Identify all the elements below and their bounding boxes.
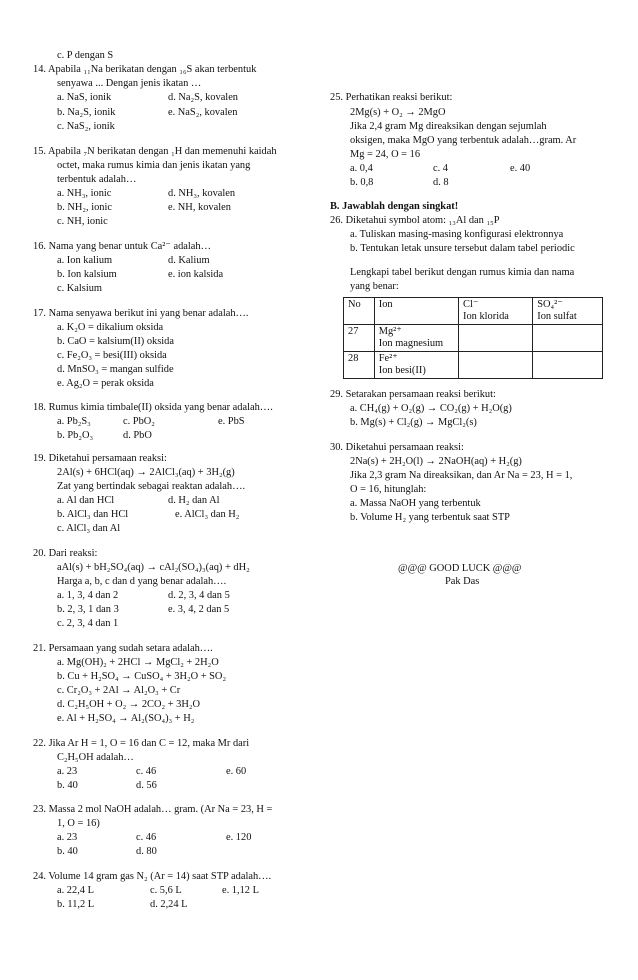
left-text-line: e. Al + H₂SO₄ → Al₂(SO₄)₃ + H₂ (57, 713, 195, 724)
left-text-line: d. PbO (123, 430, 152, 441)
left-text-line: octet, maka rumus kimia dan jenis ikatan yang (57, 160, 251, 171)
left-text-line: a. 1, 3, 4 dan 2 (57, 590, 119, 601)
left-text-line: a. Mg(OH)₂ + 2HCl → MgCl₂ + 2H₂O (57, 657, 219, 668)
table-cell: SO₄²⁻ Ion sulfat (533, 298, 603, 325)
left-text-line: a. 23 (57, 766, 78, 777)
left-text-line: e. AlCl₃ dan H₂ (175, 509, 240, 520)
left-text-line: d. NH₃, kovalen (168, 188, 236, 199)
left-text-line: b. CaO = kalsium(II) oksida (57, 336, 174, 347)
right-text-line: 30. Diketahui persamaan reaksi: (330, 442, 464, 453)
left-text-line: aAl(s) + bH₂SO₄(aq) → cAl₂(SO₄)₃(aq) + dH₂ (57, 562, 250, 573)
left-text-line: e. ion kalsida (168, 269, 224, 280)
left-text-line: a. Pb₂S₃ (57, 416, 91, 427)
right-text-line: B. Jawablah dengan singkat! (330, 201, 459, 212)
table-row (344, 325, 603, 352)
left-text-line: 20. Dari reaksi: (33, 548, 98, 559)
left-text-line: b. Pb₂O₃ (57, 430, 94, 441)
left-text-line: b. 2, 3, 1 dan 3 (57, 604, 119, 615)
left-text-line: C₂H₅OH adalah… (57, 752, 134, 763)
left-text-line: d. C₂H₅OH + O₂ → 2CO₂ + 3H₂O (57, 699, 200, 710)
left-text-line: d. 56 (136, 780, 157, 791)
left-text-line: c. AlCl₃ dan Al (57, 523, 121, 534)
left-text-line: c. NaS₂, ionik (57, 121, 115, 132)
left-text-line: b. Ion kalsium (57, 269, 117, 280)
left-text-line: c. 2, 3, 4 dan 1 (57, 618, 119, 629)
left-text-line: terbentuk adalah… (57, 174, 137, 185)
right-text-line: b. Volume H₂ yang terbentuk saat STP (350, 512, 510, 523)
left-text-line: a. Ion kalium (57, 255, 113, 266)
right-text-line: 26. Diketahui symbol atom: ₁₃Al dan ₁₅P (330, 215, 500, 226)
left-text-line: d. Kalium (168, 255, 210, 266)
left-text-line: 14. Apabila ₁₁Na berikatan dengan ₁₆S akan terbentuk (33, 64, 257, 75)
left-text-line: 21. Persamaan yang sudah setara adalah…. (33, 643, 213, 654)
right-text-line: b. Mg(s) + Cl₂(g) → MgCl₂(s) (350, 417, 477, 428)
right-text-line: b. Tentukan letak unsure tersebut dalam tabel periodic (350, 243, 575, 254)
left-text-line: c. PbO₂ (123, 416, 155, 427)
right-text-line: 2Mg(s) + O₂ → 2MgO (350, 107, 446, 118)
table-cell (533, 352, 603, 379)
right-text-line: Mg = 24, O = 16 (350, 149, 421, 160)
left-text-line: 23. Massa 2 mol NaOH adalah… gram. (Ar Na = 23, H = (33, 804, 273, 815)
left-text-line: c. P dengan S (57, 50, 114, 61)
left-text-line: c. Fe₂O₃ = besi(III) oksida (57, 350, 167, 361)
left-text-line: c. 46 (136, 832, 157, 843)
table-cell: 27 (344, 325, 375, 352)
left-text-line: e. NH, kovalen (168, 202, 231, 213)
right-text-line: @@@ GOOD LUCK @@@ (398, 563, 522, 574)
left-text-line: a. NaS, ionik (57, 92, 112, 103)
right-text-line: e. 40 (510, 163, 531, 174)
left-text-line: 24. Volume 14 gram gas N₂ (Ar = 14) saat STP adalah…. (33, 871, 272, 882)
left-text-line: e. 1,12 L (222, 885, 259, 896)
table-cell: Fe²⁺ Ion besi(II) (374, 352, 458, 379)
left-text-line: c. 5,6 L (150, 885, 182, 896)
left-text-line: a. K₂O = dikalium oksida (57, 322, 164, 333)
table-header-row (344, 298, 603, 325)
right-text-line: yang benar: (350, 281, 399, 292)
right-text-line: oksigen, maka MgO yang terbentuk adalah…gram. Ar (350, 135, 577, 146)
left-text-line: a. 22,4 L (57, 885, 94, 896)
right-text-line: c. 4 (433, 163, 449, 174)
table-cell (533, 325, 603, 352)
left-text-line: a. 23 (57, 832, 78, 843)
left-text-line: b. Cu + H₂SO₄ → CuSO₄ + 3H₂O + SO₂ (57, 671, 227, 682)
left-text-line: d. MnSO₃ = mangan sulfide (57, 364, 174, 375)
left-text-line: Zat yang bertindak sebagai reaktan adalah…. (57, 481, 246, 492)
left-text-line: 1, O = 16) (57, 818, 100, 829)
left-text-line: 16. Nama yang benar untuk Ca²⁻ adalah… (33, 241, 211, 252)
left-text-line: d. H₂ dan Al (168, 495, 220, 506)
left-text-line: b. 11,2 L (57, 899, 95, 910)
right-text-line: Lengkapi tabel berikut dengan rumus kimia dan nama (350, 267, 575, 278)
left-text-line: e. Ag₂O = perak oksida (57, 378, 154, 389)
ion-table (343, 297, 603, 379)
left-text-line: c. 46 (136, 766, 157, 777)
left-text-line: senyawa ... Dengan jenis ikatan … (57, 78, 202, 89)
table-row (344, 352, 603, 379)
right-text-line: a. Tuliskan masing-masing konfigurasi elektronnya (350, 229, 564, 240)
table-cell: Cl⁻ Ion klorida (459, 298, 533, 325)
left-text-line: b. Na₂S, ionik (57, 107, 116, 118)
left-text-line: d. 2, 3, 4 dan 5 (168, 590, 230, 601)
right-text-line: a. CH₄(g) + O₂(g) → CO₂(g) + H₂O(g) (350, 403, 512, 414)
right-text-line: a. 0,4 (350, 163, 373, 174)
left-text-line: d. 80 (136, 846, 157, 857)
left-text-line: e. NaS₂, kovalen (168, 107, 238, 118)
left-text-line: e. 3, 4, 2 dan 5 (168, 604, 230, 615)
left-text-line: b. AlCl₃ dan HCl (57, 509, 129, 520)
table-cell: Mg²⁺ Ion magnesium (374, 325, 458, 352)
left-text-line: a. Al dan HCl (57, 495, 115, 506)
table-cell: No (344, 298, 375, 325)
right-text-line: d. 8 (433, 177, 449, 188)
right-text-line: 25. Perhatikan reaksi berikut: (330, 92, 453, 103)
right-text-line: a. Massa NaOH yang terbentuk (350, 498, 481, 509)
left-text-line: 15. Apabila ₇N berikatan dengan ₁H dan memenuhi kaidah (33, 146, 277, 157)
left-text-line: 19. Diketahui persamaan reaksi: (33, 453, 167, 464)
left-text-line: 2Al(s) + 6HCl(aq) → 2AlCl₃(aq) + 3H₂(g) (57, 467, 235, 478)
right-text-line: Pak Das (445, 576, 480, 587)
right-text-line: Jika 2,4 gram Mg direaksikan dengan sejumlah (350, 121, 547, 132)
table-cell: 28 (344, 352, 375, 379)
left-text-line: d. Na₂S, kovalen (168, 92, 238, 103)
left-text-line: b. 40 (57, 780, 78, 791)
left-text-line: c. NH, ionic (57, 216, 108, 227)
right-text-line: 2Na(s) + 2H₂O(l) → 2NaOH(aq) + H₂(g) (350, 456, 522, 467)
left-text-line: c. Kalsium (57, 283, 103, 294)
left-text-line: d. 2,24 L (150, 899, 188, 910)
left-text-line: b. 40 (57, 846, 78, 857)
left-text-line: 22. Jika Ar H = 1, O = 16 dan C = 12, maka Mr dari (33, 738, 250, 749)
left-text-line: 18. Rumus kimia timbale(II) oksida yang benar adalah…. (33, 402, 273, 413)
right-text-line: 29. Setarakan persamaan reaksi berikut: (330, 389, 496, 400)
table-cell (459, 325, 533, 352)
right-text-line: b. 0,8 (350, 177, 374, 188)
left-text-line: e. 60 (226, 766, 247, 777)
table-cell (459, 352, 533, 379)
left-text-line: e. 120 (226, 832, 252, 843)
table-cell: Ion (374, 298, 458, 325)
left-text-line: c. Cr₂O₃ + 2Al → Al₂O₃ + Cr (57, 685, 181, 696)
left-text-line: 17. Nama senyawa berikut ini yang benar adalah…. (33, 308, 249, 319)
right-text-line: Jika 2,3 gram Na direaksikan, dan Ar Na = 23, H = 1, (350, 470, 573, 481)
left-text-line: Harga a, b, c dan d yang benar adalah…. (57, 576, 227, 587)
left-text-line: a. NH₃, ionic (57, 188, 112, 199)
right-text-line: O = 16, hitunglah: (350, 484, 427, 495)
left-text-line: e. PbS (218, 416, 245, 427)
left-text-line: b. NH₂, ionic (57, 202, 112, 213)
